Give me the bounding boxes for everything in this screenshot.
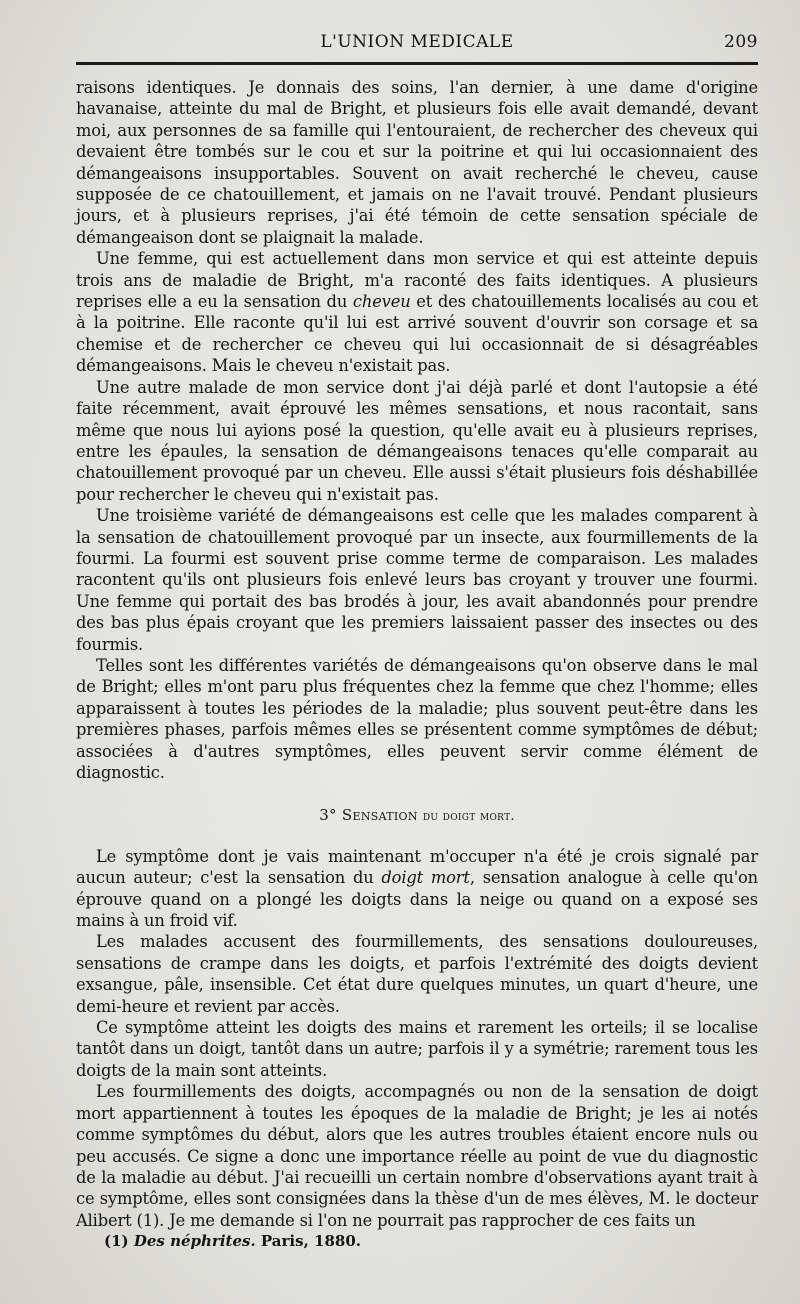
running-head <box>76 28 758 56</box>
section-heading <box>76 805 758 827</box>
emphasis: doigt mort <box>381 868 470 888</box>
footnote-marker: (1) <box>104 1232 129 1250</box>
paragraph: Une femme, qui est actuellement dans mon service et qui est atteinte depuis trois ans de maladie de Bright, m'a raconté des faits identiques. A plusieurs reprises elle a eu la sensation du cheveu et des chatouillements localisés au cou et à la poitrine. Elle raconte qu'il lui est arrivé souvent d'ouvrir son corsage et sa chemise et de rechercher ce cheveu qui lui occasionnait de si désagréables démangeaisons. Mais le cheveu n'existait pas. <box>76 249 758 376</box>
running-title: L'UNION MEDICALE <box>320 32 514 52</box>
header-rule <box>76 62 758 65</box>
paragraph: Les fourmillements des doigts, accompagnés ou non de la sensation de doigt mort appartiennent à toutes les époques de la maladie de Bright; je les ai notés comme symptômes du début, alors que les autres troubles étaient encore nuls ou peu accusés. Ce signe a donc une importance réelle au point de vue du diagnostic de la maladie au début. J'ai recueilli un certain nombre d'observations ayant trait à ce symptôme, elles sont consignées dans la thèse d'un de mes élèves, M. le docteur Alibert (1). Je me demande si l'on ne pourrait pas rapprocher de ces faits un <box>76 1082 758 1230</box>
section-number: 3° <box>319 806 337 825</box>
emphasis: cheveu <box>352 292 411 312</box>
paragraph: raisons identiques. Je donnais des soins, l'an dernier, à une dame d'origine havanaise, atteinte du mal de Bright, et plusieurs fois elle avait demandé, devant moi, aux personnes de sa famille qui l'entouraient, de rechercher des cheveux qui devaient être tombés sur le cou et sur la poitrine et qui lui occasionnaient des démangeaisons insupportables. Souvent on avait recherché le cheveu, cause supposée de ce chatouillement, et jamais on ne l'avait trouvé. Pendant plusieurs jours, et à plusieurs reprises, j'ai été témoin de cette sensation spéciale de démangeaison dont se plaignait la malade. <box>76 78 758 247</box>
paragraph: Le symptôme dont je vais maintenant m'occuper n'a été je crois signalé par aucun auteur; c'est la sensation du doigt mort, sensation analogue à celle qu'on éprouve quand on a plongé les doigts dans la neige ou quand on a exposé ses mains à un froid vif. <box>76 846 759 931</box>
paragraph: Les malades accusent des fourmillements, des sensations douloureuses, sensations de crampe dans les doigts, et parfois l'extrémité des doigts devient exsangue, pâle, insensible. Cet état dure quelques minutes, un quart d'heure, une demi-heure et revient par accès. <box>76 932 758 1016</box>
paragraph: Une autre malade de mon service dont j'ai déjà parlé et dont l'autopsie a été faite récemment, avait éprouvé les mêmes sensations, et nous racontait, sans même que nous lui ayions posé la question, qu'elle avait eu à plusieurs reprises, entre les épaules, la sensation de démangeaisons tenaces qu'elle comparait au chatouillement provoqué par un cheveu. Elle aussi s'était plusieurs fois déshabillée pour rechercher le cheveu qui n'existait pas. <box>76 377 758 504</box>
footnote <box>104 1232 361 1250</box>
section-title-part2: du doigt mort. <box>422 809 515 825</box>
body-text <box>76 77 758 1231</box>
paragraph: Ce symptôme atteint les doigts des mains et rarement les orteils; il se localise tantôt dans un doigt, tantôt dans un autre; parfois il y a symétrie; rarement tous les doigts de la main sont atteints. <box>76 1018 758 1080</box>
paragraph: Telles sont les différentes variétés de démangeaisons qu'on observe dans le mal de Bright; elles m'ont paru plus fréquentes chez la femme que chez l'homme; elles apparaissent à toutes les périodes de la maladie; plus souvent peut-être dans les premières phases, parfois mêmes elles se présentent comme symptômes de début; associées à d'autres symptômes, elles peuvent servir comme élément de diagnostic. <box>76 655 758 782</box>
footnote-place-year: Paris, 1880. <box>260 1232 361 1250</box>
footnote-title: Des néphrites. <box>133 1232 256 1250</box>
paragraph: Une troisième variété de démangeaisons est celle que les malades comparent à la sensation de chatouillement provoqué par un insecte, aux fourmillements de la fourmi. La fourmi est souvent prise comme terme de comparaison. Les malades racontent qu'ils ont plusieurs fois enlevé leurs bas croyant y trouver une fourmi. Une femme qui portait des bas brodés à jour, les avait abandonnés pour prendre des bas plus épais croyant que les premiers laissaient passer des insectes ou des fourmis. <box>76 506 758 654</box>
page-number: 209 <box>724 32 758 52</box>
section-title-part1: Sensation <box>341 806 418 825</box>
